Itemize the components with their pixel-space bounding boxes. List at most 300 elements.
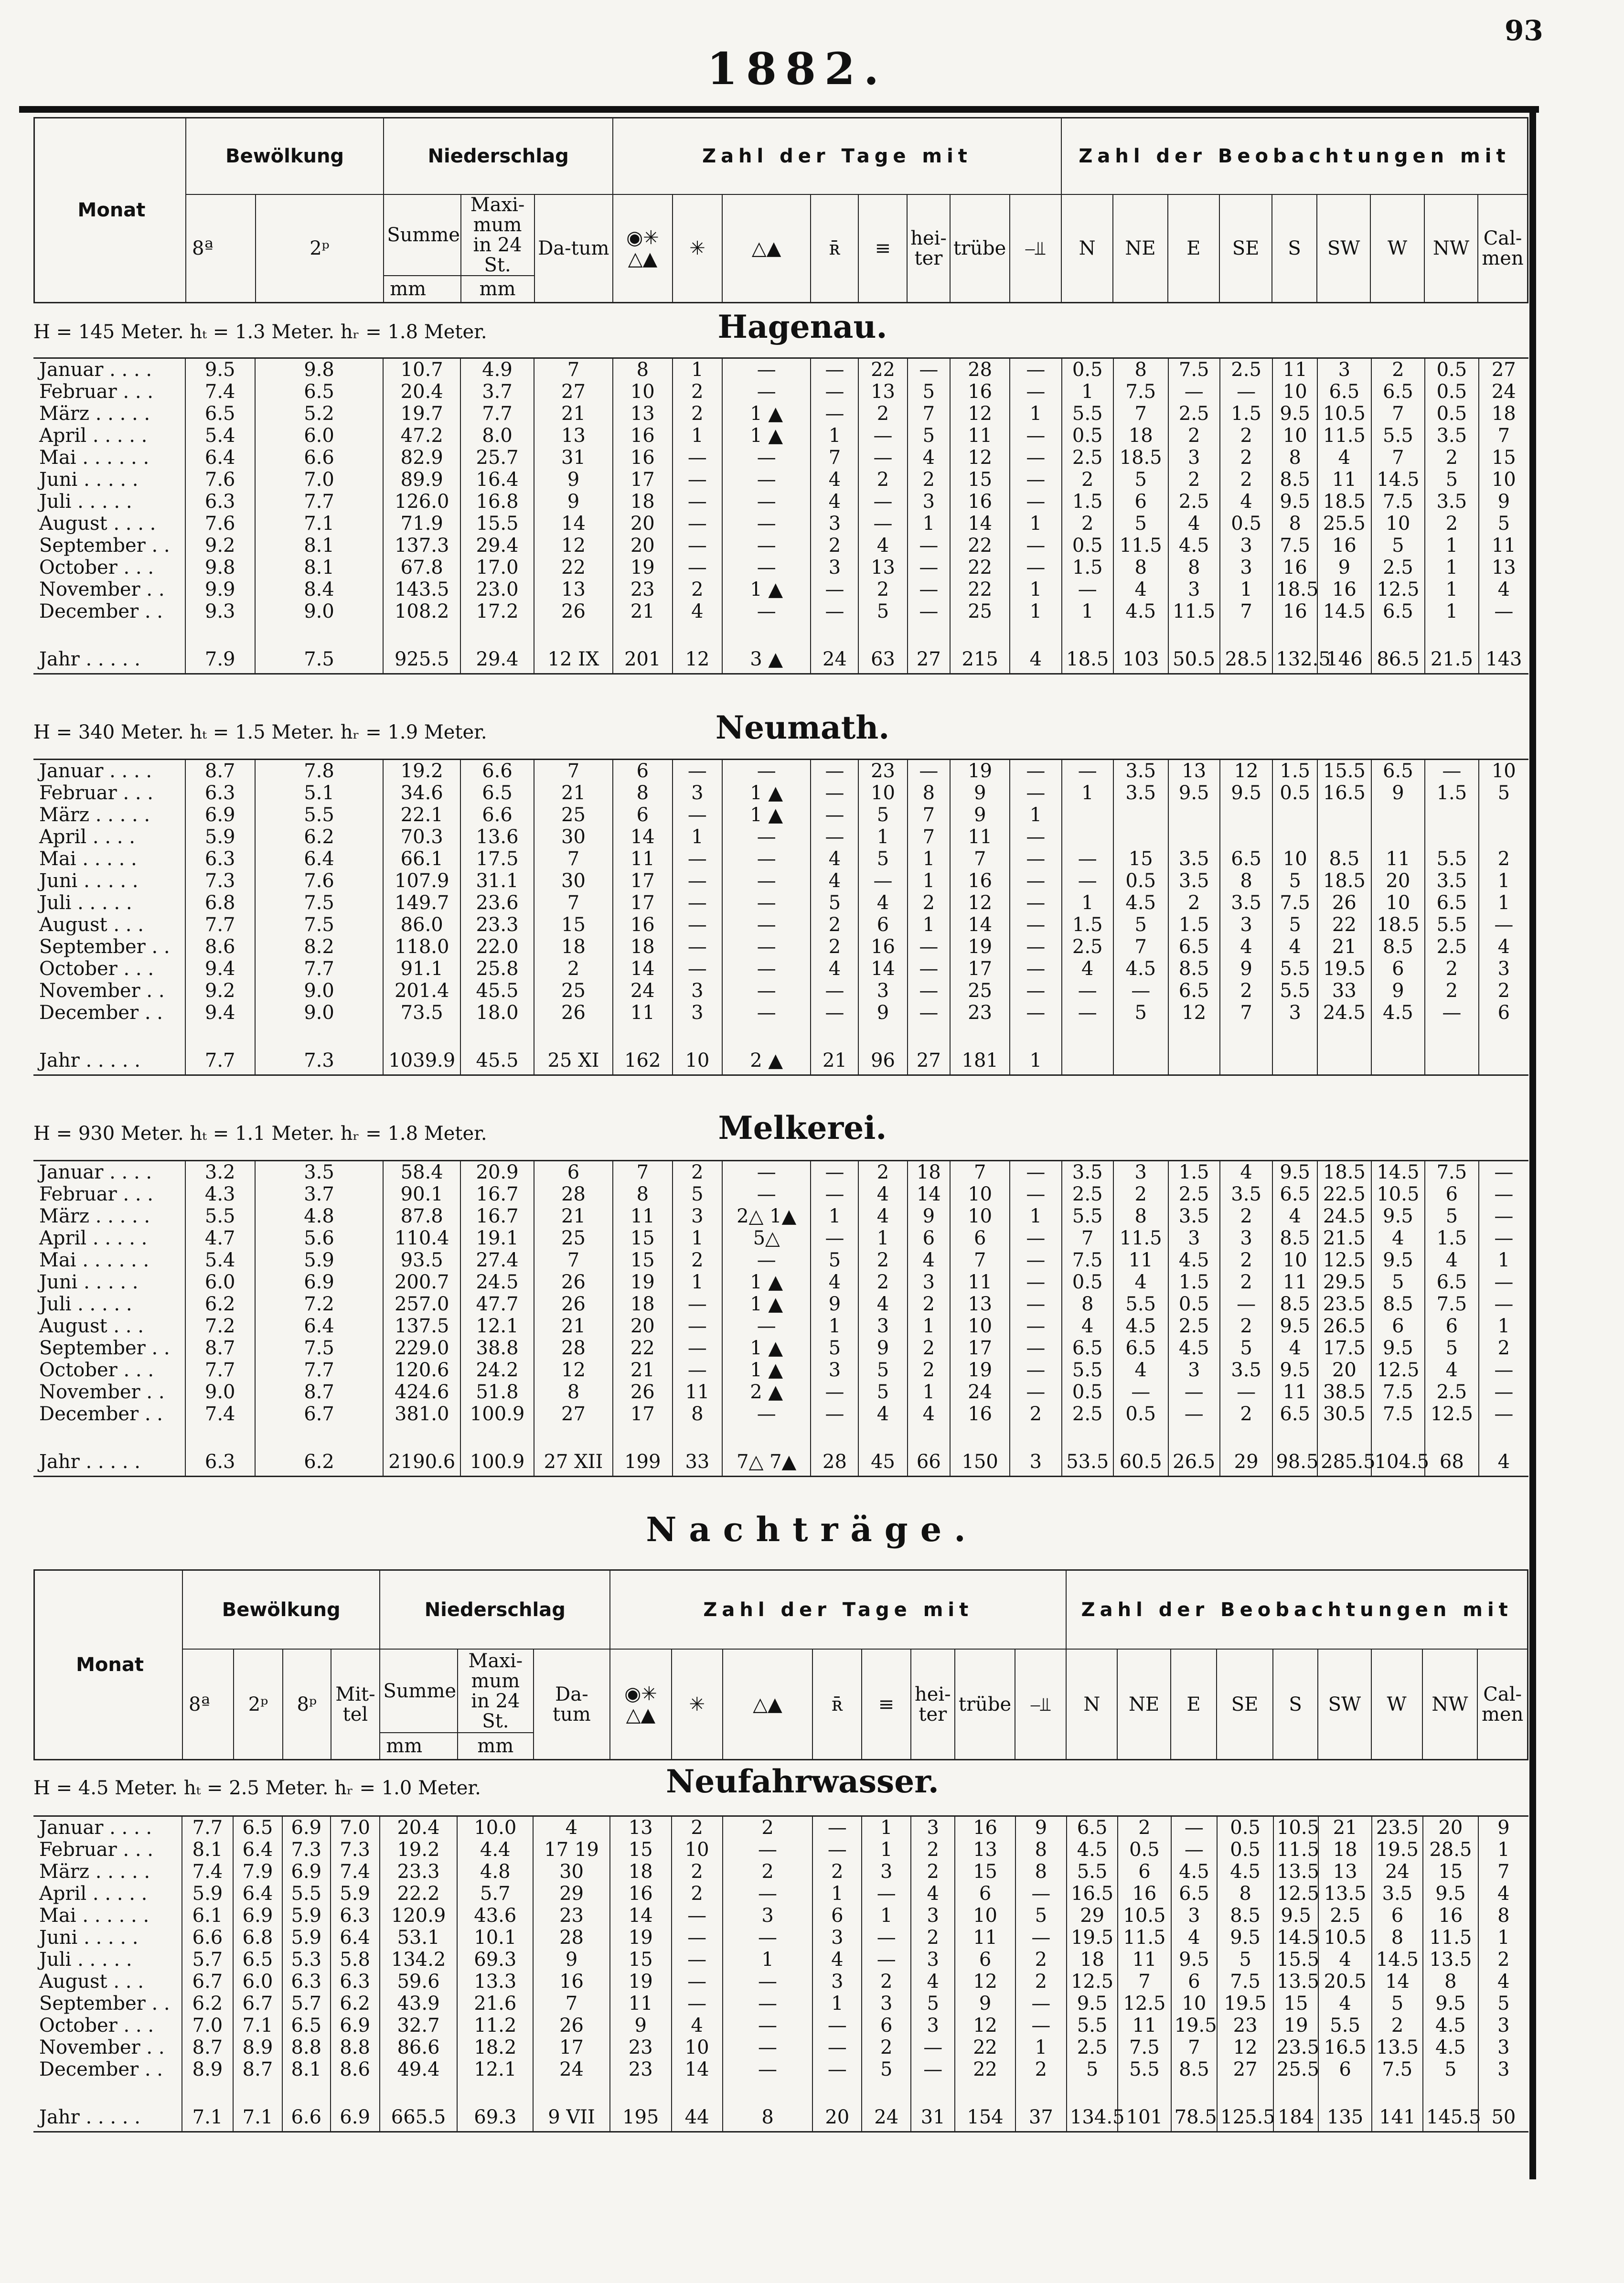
table-cell: 2.5 xyxy=(1062,1403,1113,1425)
table-cell: 5 xyxy=(1113,1002,1168,1024)
table-cell: 1.5 xyxy=(1168,1271,1220,1293)
table-cell: 3 xyxy=(858,1315,907,1337)
table-cell: 25 xyxy=(534,804,613,826)
table-cell: 11.5 xyxy=(1113,535,1168,557)
table-cell: 2190.6 xyxy=(383,1443,460,1477)
table-cell: — xyxy=(908,600,951,622)
table-cell: — xyxy=(1010,491,1061,513)
table-cell: 3 ▲ xyxy=(722,641,811,674)
table-cell: 17.2 xyxy=(460,600,534,622)
table-cell: 22 xyxy=(950,535,1010,557)
table-cell: 7.4 xyxy=(185,1403,255,1425)
table-cell: — xyxy=(811,358,858,381)
table-cell: 4 xyxy=(908,1403,951,1425)
table-cell: 8 xyxy=(1478,1905,1528,1927)
station-title: Neumath. xyxy=(715,709,890,746)
table-cell: 11 xyxy=(613,1002,673,1024)
table-cell: 15 xyxy=(950,469,1010,491)
table-cell: 7 xyxy=(908,804,951,826)
table-cell: 2 xyxy=(723,1861,813,1883)
row-label: September . . xyxy=(39,936,170,958)
table-cell: 12 xyxy=(955,2015,1015,2036)
table-cell: 12.1 xyxy=(460,1315,534,1337)
table-cell: 6.2 xyxy=(182,1993,233,2015)
table-cell xyxy=(1317,826,1371,848)
table-cell: — xyxy=(1010,870,1061,892)
table-cell: 30 xyxy=(534,826,613,848)
col-heiter: hei-ter xyxy=(907,194,950,303)
table-cell: 23.6 xyxy=(460,892,534,914)
unit-mm: mm xyxy=(458,1733,533,1760)
table-cell: 8.6 xyxy=(331,2058,380,2080)
table-cell: 58.4 xyxy=(383,1161,460,1184)
table-cell xyxy=(1479,1042,1528,1075)
table-cell: — xyxy=(1479,1403,1528,1425)
table-cell: 27 xyxy=(908,1042,951,1075)
table-cell xyxy=(1317,1042,1371,1075)
table-row xyxy=(33,1971,1528,1993)
table-cell: 0.5 xyxy=(1217,1816,1273,1839)
table-cell: 45 xyxy=(858,1443,907,1477)
table-cell: 4 xyxy=(1371,1227,1425,1249)
table-cell: 143 xyxy=(1479,641,1528,674)
table-cell: 2 xyxy=(1478,1949,1528,1971)
table-cell: 2 xyxy=(858,469,907,491)
table-cell: 13 xyxy=(950,1293,1010,1315)
table-cell: 6.4 xyxy=(331,1927,380,1949)
storm-icon: ⎯⫫ xyxy=(1010,194,1061,303)
table-cell: 6.3 xyxy=(185,848,255,870)
table-cell: 4 xyxy=(908,447,951,469)
table-cell: — xyxy=(722,469,811,491)
col-dir-se: SE xyxy=(1217,1649,1273,1760)
table-cell: 22 xyxy=(955,2058,1015,2080)
table-cell: — xyxy=(1220,1293,1272,1315)
table-row xyxy=(33,1227,1528,1249)
table-cell: — xyxy=(673,848,722,870)
table-cell: — xyxy=(1171,1816,1217,1839)
table-cell: 4 xyxy=(812,1949,862,1971)
table-cell: 16 xyxy=(955,1816,1015,1839)
table-cell: 6 xyxy=(950,1227,1010,1249)
table-cell: — xyxy=(722,1249,811,1271)
table-cell: 6.3 xyxy=(282,1971,331,1993)
table-cell: 10 xyxy=(1371,892,1425,914)
table-cell: — xyxy=(811,600,858,622)
table-cell: 12.5 xyxy=(1317,1249,1371,1271)
table-cell: 12.5 xyxy=(1425,1403,1479,1425)
table-cell: 4 xyxy=(811,870,858,892)
table-cell: 24 xyxy=(1372,1861,1423,1883)
table-cell: 4.3 xyxy=(185,1183,255,1205)
table-cell: — xyxy=(722,826,811,848)
table-cell: 7.1 xyxy=(233,2099,282,2132)
row-label: September . . xyxy=(39,1337,170,1359)
table-cell: 0.5 xyxy=(1425,358,1479,381)
table-cell: — xyxy=(911,2058,955,2080)
table-cell: 19.5 xyxy=(1372,1839,1423,1861)
table-cell: 21 xyxy=(534,782,613,804)
table-cell: 11 xyxy=(950,826,1010,848)
table-cell: 6 xyxy=(862,2015,911,2036)
table-cell: 7 xyxy=(533,1993,610,2015)
monat-header: Monat xyxy=(34,118,186,303)
table-cell xyxy=(1220,1042,1272,1075)
table-cell: — xyxy=(672,1993,723,2015)
table-cell: 19.5 xyxy=(1067,1927,1118,1949)
table-cell: — xyxy=(1010,914,1061,936)
table-cell: 3 xyxy=(673,782,722,804)
table-cell xyxy=(1371,826,1425,848)
table-cell: 10 xyxy=(673,1042,722,1075)
precip-symbols-icon: ◉✳︎ △▲ xyxy=(613,194,673,303)
table-cell: 215 xyxy=(950,641,1010,674)
table-cell: 15.5 xyxy=(1273,1949,1318,1971)
table-cell: 3 xyxy=(811,513,858,535)
table-cell: 93.5 xyxy=(383,1249,460,1271)
table-cell: 5 xyxy=(1272,870,1317,892)
table-cell: 16 xyxy=(1423,1905,1478,1927)
table-cell: 3 xyxy=(1317,358,1371,381)
table-cell: 9 xyxy=(534,469,613,491)
table-cell: 7.6 xyxy=(255,870,384,892)
table-cell: 23.3 xyxy=(380,1861,458,1883)
col-maximum: Maxi-mum in 24 St. xyxy=(458,1649,533,1733)
table-cell: 6.5 xyxy=(233,1949,282,1971)
table-cell: 104.5 xyxy=(1371,1443,1425,1477)
table-cell: — xyxy=(722,1002,811,1024)
table-cell: — xyxy=(1010,425,1061,447)
table-cell: 7 xyxy=(534,1249,613,1271)
table-cell: 28 xyxy=(534,1337,613,1359)
table-cell: 8.7 xyxy=(182,2036,233,2058)
row-label: December . . xyxy=(39,2058,163,2080)
row-label: Jahr . . . . . xyxy=(39,1451,140,1473)
table-cell: 23 xyxy=(858,760,907,782)
table-cell: 3 xyxy=(1478,2058,1528,2080)
row-label: April . . . . . xyxy=(39,1227,148,1249)
col-calmen: Cal-men xyxy=(1477,1649,1528,1760)
table-cell: 21 xyxy=(1317,936,1371,958)
table-cell: 98.5 xyxy=(1272,1443,1317,1477)
table-cell: 16 xyxy=(950,381,1010,403)
table-cell: 257.0 xyxy=(383,1293,460,1315)
table-cell: 3 xyxy=(1010,1443,1061,1477)
table-cell: 103 xyxy=(1113,641,1168,674)
table-cell: 2 xyxy=(908,469,951,491)
table-row xyxy=(33,1271,1528,1293)
table-cell: 2 xyxy=(1220,1205,1272,1227)
table-cell: — xyxy=(672,1927,723,1949)
table-cell: 2.5 xyxy=(1062,936,1113,958)
table-cell: 66 xyxy=(908,1443,951,1477)
col-dir-ne: NE xyxy=(1117,1649,1170,1760)
table-cell: 1.5 xyxy=(1220,403,1272,425)
table-cell: 13 xyxy=(534,425,613,447)
table-cell: 1 xyxy=(811,1205,858,1227)
table-cell: 7.2 xyxy=(185,1315,255,1337)
table-cell: — xyxy=(722,848,811,870)
table-cell: 6.0 xyxy=(233,1971,282,1993)
table-cell: 141 xyxy=(1372,2099,1423,2132)
table-cell: 424.6 xyxy=(383,1381,460,1403)
table-cell: 9.5 xyxy=(1272,403,1317,425)
table-cell: 9 xyxy=(955,1993,1015,2015)
table-cell: — xyxy=(673,936,722,958)
table-cell: 2 xyxy=(1220,1271,1272,1293)
table-cell: 3 xyxy=(911,1816,955,1839)
table-cell: 19 xyxy=(1273,2015,1318,2036)
table-cell: 24.5 xyxy=(1317,1205,1371,1227)
table-cell: — xyxy=(811,403,858,425)
table-cell: — xyxy=(1010,1249,1061,1271)
table-cell: 20.4 xyxy=(383,381,460,403)
table-cell: — xyxy=(1479,1183,1528,1205)
table-cell: 6 xyxy=(1171,1971,1217,1993)
table-cell: — xyxy=(1010,1337,1061,1359)
table-cell: — xyxy=(908,1002,951,1024)
table-cell: 23.5 xyxy=(1273,2036,1318,2058)
table-cell: 13 xyxy=(955,1839,1015,1861)
table-cell: 3 xyxy=(1168,1359,1220,1381)
table-cell: 11.5 xyxy=(1118,1927,1171,1949)
table-cell: — xyxy=(1062,870,1113,892)
table-cell: — xyxy=(1425,760,1479,782)
table-cell: 10.5 xyxy=(1371,1183,1425,1205)
table-cell: 8.5 xyxy=(1371,936,1425,958)
table-cell: 2 xyxy=(673,1161,722,1184)
table-cell: 1 xyxy=(1010,1205,1061,1227)
table-cell: 1 xyxy=(1010,1042,1061,1075)
table-cell: 11.2 xyxy=(457,2015,533,2036)
table-cell: 1 xyxy=(673,425,722,447)
table-cell: — xyxy=(1479,1381,1528,1403)
table-cell: 27 XII xyxy=(534,1443,613,1477)
station-meta: H = 4.5 Meter. hₜ = 2.5 Meter. hᵣ = 1.0 Meter. xyxy=(33,1777,481,1799)
table-cell: — xyxy=(1015,2015,1067,2036)
table-cell: 3.5 xyxy=(1168,1205,1220,1227)
table-cell: 19 xyxy=(950,1359,1010,1381)
table-cell: 0.5 xyxy=(1425,403,1479,425)
hail-icon: △▲ xyxy=(723,1649,812,1760)
table-cell: 50.5 xyxy=(1168,641,1220,674)
table-cell: 6.9 xyxy=(282,1816,331,1839)
table-row xyxy=(33,2015,1528,2036)
table-cell: 0.5 xyxy=(1062,358,1113,381)
row-label: April . . . . xyxy=(39,826,135,848)
col-8p: 8ᵖ xyxy=(283,1649,331,1760)
table-cell: 5.5 xyxy=(1425,914,1479,936)
table-cell: 9.5 xyxy=(1272,1161,1317,1184)
table-cell: 19.1 xyxy=(460,1227,534,1249)
table-cell: 4.5 xyxy=(1113,600,1168,622)
table-cell: 2 xyxy=(908,892,951,914)
table-cell: 6 xyxy=(1479,1002,1528,1024)
table-cell: 145.5 xyxy=(1423,2099,1478,2132)
table-cell: 2 xyxy=(1425,513,1479,535)
table-cell: 5 xyxy=(858,600,907,622)
table-cell: 26.5 xyxy=(1168,1443,1220,1477)
table-cell: 14 xyxy=(1372,1971,1423,1993)
table-cell: — xyxy=(1010,1227,1061,1249)
table-cell: 16 xyxy=(1317,535,1371,557)
table-cell: 7 xyxy=(534,892,613,914)
table-cell: 28.5 xyxy=(1423,1839,1478,1861)
table-cell: — xyxy=(811,1002,858,1024)
table-cell: 8.5 xyxy=(1217,1905,1273,1927)
table-cell: 24 xyxy=(613,980,673,1002)
table-cell: 201.4 xyxy=(383,980,460,1002)
table-cell: 6.5 xyxy=(1062,1337,1113,1359)
table-cell: 12 xyxy=(1217,2036,1273,2058)
table-cell: 20.4 xyxy=(380,1816,458,1839)
table-cell: 17 xyxy=(613,469,673,491)
table-cell: 16 xyxy=(1272,600,1317,622)
table-cell: 4 xyxy=(1317,447,1371,469)
table-cell: 6.5 xyxy=(1425,1271,1479,1293)
table-cell: 25 XI xyxy=(534,1042,613,1075)
table-cell: 96 xyxy=(858,1042,907,1075)
row-label: Februar . . . xyxy=(39,1183,153,1205)
table-cell: 8 xyxy=(613,358,673,381)
table-cell: 6.3 xyxy=(185,782,255,804)
table-cell: 15 xyxy=(534,914,613,936)
table-cell: — xyxy=(673,870,722,892)
table-cell: — xyxy=(811,980,858,1002)
table-row xyxy=(33,469,1528,491)
table-cell: 1 xyxy=(1015,2036,1067,2058)
table-cell: 43.9 xyxy=(380,1993,458,2015)
col-maximum: Maxi-mum in 24 St. xyxy=(461,194,534,276)
table-cell: 9 xyxy=(950,804,1010,826)
table-cell: — xyxy=(1479,1293,1528,1315)
table-cell: 26 xyxy=(1317,892,1371,914)
beob-header: Zahl der Beobachtungen mit xyxy=(1061,118,1528,195)
table-cell: 1 xyxy=(858,826,907,848)
table-cell: 4 xyxy=(811,1271,858,1293)
table-cell: 16 xyxy=(1317,579,1371,600)
table-cell: 17.5 xyxy=(460,848,534,870)
table-cell: 2 xyxy=(1425,958,1479,980)
table-cell: — xyxy=(1010,980,1061,1002)
col-dir-nw: NW xyxy=(1422,1649,1478,1760)
table-cell: 4.5 xyxy=(1168,535,1220,557)
table-cell: 7.5 xyxy=(1272,892,1317,914)
table-cell: 1 xyxy=(673,1227,722,1249)
table-cell: — xyxy=(1010,848,1061,870)
table-cell: 24 xyxy=(1479,381,1528,403)
table-cell: 2△ 1▲ xyxy=(722,1205,811,1227)
table-cell: — xyxy=(673,513,722,535)
table-cell: 1 xyxy=(1062,600,1113,622)
table-cell: 11 xyxy=(613,1205,673,1227)
table-cell: 2 xyxy=(1168,425,1220,447)
table-cell: 18 xyxy=(908,1161,951,1184)
table-cell: 7.0 xyxy=(331,1816,380,1839)
table-cell xyxy=(1317,804,1371,826)
table-cell: 1 xyxy=(862,1905,911,1927)
table-cell: 7.1 xyxy=(233,2015,282,2036)
row-label: Juli . . . . . xyxy=(39,1293,132,1315)
table-row xyxy=(33,381,1528,403)
table-row xyxy=(33,980,1528,1002)
table-cell: — xyxy=(811,760,858,782)
row-label: April . . . . . xyxy=(39,425,148,447)
table-row xyxy=(33,1293,1528,1315)
table-cell: — xyxy=(673,760,722,782)
table-cell: 30 xyxy=(534,870,613,892)
table-cell: 14 xyxy=(610,1905,672,1927)
table-cell: 2 xyxy=(812,1861,862,1883)
table-cell: 195 xyxy=(610,2099,672,2132)
row-label: Januar . . . . xyxy=(39,1161,152,1183)
table-cell: 2.5 xyxy=(1168,1183,1220,1205)
table-cell: 21.5 xyxy=(1317,1227,1371,1249)
table-cell: 8 xyxy=(1217,1883,1273,1905)
tage-header: Zahl der Tage mit xyxy=(610,1570,1066,1650)
station-table-neumath xyxy=(33,759,1528,1076)
table-cell: 11 xyxy=(1317,469,1371,491)
table-row xyxy=(33,892,1528,914)
table-cell: 118.0 xyxy=(383,936,460,958)
table-cell: 1 xyxy=(908,1315,951,1337)
table-cell: 9 xyxy=(811,1293,858,1315)
table-cell xyxy=(1272,1042,1317,1075)
table-cell: — xyxy=(908,579,951,600)
table-cell xyxy=(1062,826,1113,848)
table-cell: 16 xyxy=(613,425,673,447)
table-cell: 5 xyxy=(1425,469,1479,491)
table-cell: 6.9 xyxy=(255,1271,384,1293)
table-cell: 3 xyxy=(811,557,858,579)
table-cell: 3.5 xyxy=(1168,848,1220,870)
table-cell: — xyxy=(723,1971,813,1993)
station-title: Neufahrwasser. xyxy=(666,1763,939,1800)
table-cell: 6.2 xyxy=(331,1993,380,2015)
table-cell: — xyxy=(811,381,858,403)
table-cell: 4 xyxy=(1479,579,1528,600)
table-cell: 17 xyxy=(950,1337,1010,1359)
table-cell: 1 xyxy=(1425,557,1479,579)
table-cell: 8.7 xyxy=(233,2058,282,2080)
table-cell: 19.7 xyxy=(383,403,460,425)
table-cell: 7△ 7▲ xyxy=(722,1443,811,1477)
table-cell: 2 xyxy=(1425,447,1479,469)
fog-icon: ≡ xyxy=(862,1649,911,1760)
row-label: Januar . . . . xyxy=(39,359,152,381)
table-cell: 11 xyxy=(950,425,1010,447)
table-cell: — xyxy=(1168,1403,1220,1425)
table-cell: 2 xyxy=(858,1271,907,1293)
table-cell: 7.5 xyxy=(1118,2036,1171,2058)
table-cell: 14.5 xyxy=(1372,1949,1423,1971)
table-cell: 7.3 xyxy=(331,1839,380,1861)
table-cell: 2 xyxy=(673,403,722,425)
table-cell: 14 xyxy=(672,2058,723,2080)
table-cell: 1 xyxy=(812,1993,862,2015)
table-cell: 2 xyxy=(1015,1949,1067,1971)
table-cell: 4 xyxy=(1272,1205,1317,1227)
table-cell: — xyxy=(1010,1381,1061,1403)
table-cell: 5 xyxy=(1371,1271,1425,1293)
table-cell: 11 xyxy=(610,1993,672,2015)
table-cell: 27 xyxy=(534,1403,613,1425)
table-cell: 5.9 xyxy=(282,1905,331,1927)
table-cell: 2 xyxy=(1220,425,1272,447)
table-row xyxy=(33,1403,1528,1425)
table-cell: 4.4 xyxy=(457,1839,533,1861)
table-cell: — xyxy=(1010,958,1061,980)
